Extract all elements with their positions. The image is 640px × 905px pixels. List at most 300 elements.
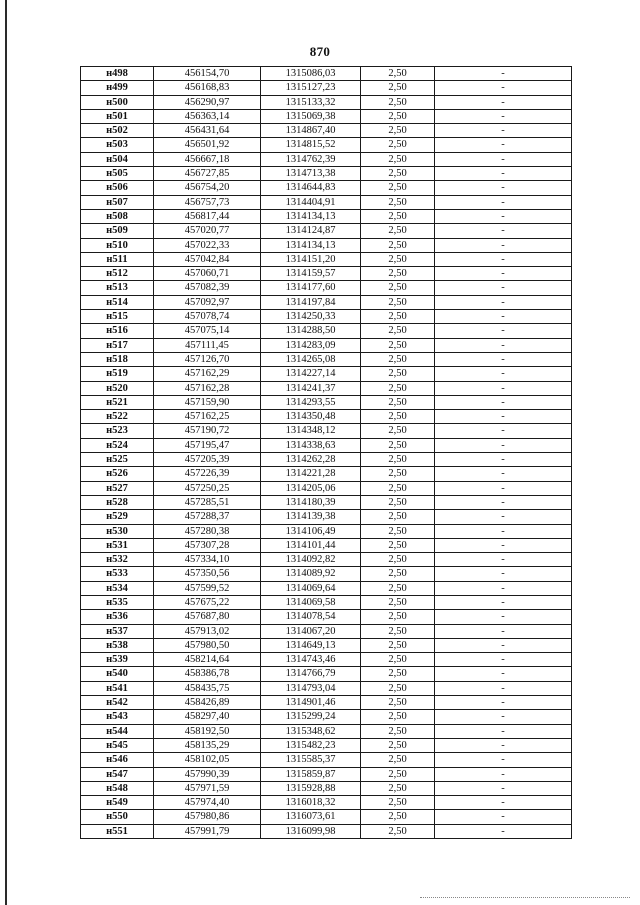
- value-cell: 2,50: [361, 67, 435, 81]
- value-cell: 2,50: [361, 138, 435, 152]
- value-cell: 2,50: [361, 267, 435, 281]
- point-id-cell: н506: [81, 181, 154, 195]
- x-coordinate-cell: 457159,90: [154, 395, 261, 409]
- y-coordinate-cell: 1315069,38: [261, 109, 361, 123]
- table-row: [81, 681, 572, 695]
- y-coordinate-cell: 1314151,20: [261, 252, 361, 266]
- x-coordinate-cell: 457980,50: [154, 638, 261, 652]
- y-coordinate-cell: 1315348,62: [261, 724, 361, 738]
- table-row: [81, 352, 572, 366]
- table-row: [81, 538, 572, 552]
- y-coordinate-cell: 1314644,83: [261, 181, 361, 195]
- table-row: [81, 209, 572, 223]
- table-row: [81, 824, 572, 838]
- point-id-cell: н526: [81, 467, 154, 481]
- point-id-cell: н500: [81, 95, 154, 109]
- table-row: [81, 595, 572, 609]
- note-cell: -: [435, 724, 572, 738]
- table-row: [81, 281, 572, 295]
- point-id-cell: н528: [81, 495, 154, 509]
- y-coordinate-cell: 1314134,13: [261, 238, 361, 252]
- note-cell: -: [435, 252, 572, 266]
- note-cell: -: [435, 510, 572, 524]
- value-cell: 2,50: [361, 238, 435, 252]
- note-cell: -: [435, 467, 572, 481]
- table-row: [81, 610, 572, 624]
- point-id-cell: н521: [81, 395, 154, 409]
- y-coordinate-cell: 1314134,13: [261, 209, 361, 223]
- x-coordinate-cell: 457980,86: [154, 810, 261, 824]
- value-cell: 2,50: [361, 610, 435, 624]
- table-row: [81, 267, 572, 281]
- table-row: [81, 495, 572, 509]
- x-coordinate-cell: 457280,38: [154, 524, 261, 538]
- note-cell: -: [435, 95, 572, 109]
- x-coordinate-cell: 457126,70: [154, 352, 261, 366]
- note-cell: -: [435, 181, 572, 195]
- note-cell: -: [435, 553, 572, 567]
- x-coordinate-cell: 457913,02: [154, 624, 261, 638]
- y-coordinate-cell: 1314901,46: [261, 696, 361, 710]
- y-coordinate-cell: 1314089,92: [261, 567, 361, 581]
- value-cell: 2,50: [361, 209, 435, 223]
- value-cell: 2,50: [361, 224, 435, 238]
- table-row: [81, 324, 572, 338]
- x-coordinate-cell: 457020,77: [154, 224, 261, 238]
- value-cell: 2,50: [361, 495, 435, 509]
- note-cell: -: [435, 338, 572, 352]
- y-coordinate-cell: 1314159,57: [261, 267, 361, 281]
- note-cell: -: [435, 124, 572, 138]
- table-row: [81, 95, 572, 109]
- y-coordinate-cell: 1315928,88: [261, 781, 361, 795]
- x-coordinate-cell: 457205,39: [154, 453, 261, 467]
- point-id-cell: н509: [81, 224, 154, 238]
- note-cell: -: [435, 595, 572, 609]
- value-cell: 2,50: [361, 753, 435, 767]
- note-cell: -: [435, 424, 572, 438]
- table-row: [81, 424, 572, 438]
- table-row: [81, 710, 572, 724]
- value-cell: 2,50: [361, 538, 435, 552]
- table-row: [81, 453, 572, 467]
- x-coordinate-cell: 457307,28: [154, 538, 261, 552]
- table-row: [81, 810, 572, 824]
- note-cell: -: [435, 167, 572, 181]
- value-cell: 2,50: [361, 167, 435, 181]
- x-coordinate-cell: 457250,25: [154, 481, 261, 495]
- value-cell: 2,50: [361, 724, 435, 738]
- y-coordinate-cell: 1314101,44: [261, 538, 361, 552]
- note-cell: -: [435, 367, 572, 381]
- table-row: [81, 481, 572, 495]
- y-coordinate-cell: 1314293,55: [261, 395, 361, 409]
- table-row: [81, 295, 572, 309]
- value-cell: 2,50: [361, 124, 435, 138]
- table-row: [81, 410, 572, 424]
- point-id-cell: н514: [81, 295, 154, 309]
- value-cell: 2,50: [361, 824, 435, 838]
- point-id-cell: н543: [81, 710, 154, 724]
- x-coordinate-cell: 457285,51: [154, 495, 261, 509]
- point-id-cell: н538: [81, 638, 154, 652]
- y-coordinate-cell: 1315585,37: [261, 753, 361, 767]
- table-row: [81, 310, 572, 324]
- point-id-cell: н549: [81, 796, 154, 810]
- y-coordinate-cell: 1314815,52: [261, 138, 361, 152]
- note-cell: -: [435, 381, 572, 395]
- y-coordinate-cell: 1314338,63: [261, 438, 361, 452]
- note-cell: -: [435, 624, 572, 638]
- x-coordinate-cell: 457162,28: [154, 381, 261, 395]
- point-id-cell: н525: [81, 453, 154, 467]
- table-row: [81, 567, 572, 581]
- table-row: [81, 152, 572, 166]
- point-id-cell: н533: [81, 567, 154, 581]
- point-id-cell: н524: [81, 438, 154, 452]
- point-id-cell: н502: [81, 124, 154, 138]
- note-cell: -: [435, 67, 572, 81]
- point-id-cell: н529: [81, 510, 154, 524]
- value-cell: 2,50: [361, 338, 435, 352]
- y-coordinate-cell: 1314106,49: [261, 524, 361, 538]
- x-coordinate-cell: 458192,50: [154, 724, 261, 738]
- x-coordinate-cell: 456168,83: [154, 81, 261, 95]
- x-coordinate-cell: 456667,18: [154, 152, 261, 166]
- note-cell: -: [435, 324, 572, 338]
- y-coordinate-cell: 1314867,40: [261, 124, 361, 138]
- note-cell: -: [435, 109, 572, 123]
- table-row: [81, 181, 572, 195]
- table-row: [81, 667, 572, 681]
- y-coordinate-cell: 1314713,38: [261, 167, 361, 181]
- x-coordinate-cell: 457190,72: [154, 424, 261, 438]
- page-left-edge: [5, 0, 7, 905]
- point-id-cell: н540: [81, 667, 154, 681]
- y-coordinate-cell: 1314227,14: [261, 367, 361, 381]
- table-row: [81, 581, 572, 595]
- y-coordinate-cell: 1314793,04: [261, 681, 361, 695]
- table-row: [81, 696, 572, 710]
- x-coordinate-cell: 457974,40: [154, 796, 261, 810]
- note-cell: -: [435, 195, 572, 209]
- y-coordinate-cell: 1314288,50: [261, 324, 361, 338]
- note-cell: -: [435, 753, 572, 767]
- point-id-cell: н537: [81, 624, 154, 638]
- x-coordinate-cell: 456757,73: [154, 195, 261, 209]
- point-id-cell: н541: [81, 681, 154, 695]
- y-coordinate-cell: 1314205,06: [261, 481, 361, 495]
- note-cell: -: [435, 796, 572, 810]
- note-cell: -: [435, 495, 572, 509]
- note-cell: -: [435, 810, 572, 824]
- table-row: [81, 138, 572, 152]
- note-cell: -: [435, 395, 572, 409]
- value-cell: 2,50: [361, 624, 435, 638]
- value-cell: 2,50: [361, 195, 435, 209]
- y-coordinate-cell: 1315482,23: [261, 738, 361, 752]
- value-cell: 2,50: [361, 810, 435, 824]
- y-coordinate-cell: 1314404,91: [261, 195, 361, 209]
- x-coordinate-cell: 456154,70: [154, 67, 261, 81]
- value-cell: 2,50: [361, 638, 435, 652]
- y-coordinate-cell: 1314069,64: [261, 581, 361, 595]
- point-id-cell: н517: [81, 338, 154, 352]
- point-id-cell: н510: [81, 238, 154, 252]
- table-row: [81, 624, 572, 638]
- x-coordinate-cell: 458102,05: [154, 753, 261, 767]
- x-coordinate-cell: 458214,64: [154, 653, 261, 667]
- table-row: [81, 124, 572, 138]
- note-cell: -: [435, 681, 572, 695]
- x-coordinate-cell: 457092,97: [154, 295, 261, 309]
- point-id-cell: н546: [81, 753, 154, 767]
- y-coordinate-cell: 1315086,03: [261, 67, 361, 81]
- y-coordinate-cell: 1314762,39: [261, 152, 361, 166]
- y-coordinate-cell: 1314262,28: [261, 453, 361, 467]
- x-coordinate-cell: 457971,59: [154, 781, 261, 795]
- x-coordinate-cell: 457687,80: [154, 610, 261, 624]
- y-coordinate-cell: 1314139,38: [261, 510, 361, 524]
- table-row: [81, 338, 572, 352]
- point-id-cell: н550: [81, 810, 154, 824]
- x-coordinate-cell: 456817,44: [154, 209, 261, 223]
- value-cell: 2,50: [361, 710, 435, 724]
- value-cell: 2,50: [361, 667, 435, 681]
- value-cell: 2,50: [361, 796, 435, 810]
- value-cell: 2,50: [361, 95, 435, 109]
- point-id-cell: н515: [81, 310, 154, 324]
- table-row: [81, 767, 572, 781]
- point-id-cell: н523: [81, 424, 154, 438]
- note-cell: -: [435, 281, 572, 295]
- x-coordinate-cell: 456727,85: [154, 167, 261, 181]
- note-cell: -: [435, 81, 572, 95]
- x-coordinate-cell: 457162,29: [154, 367, 261, 381]
- value-cell: 2,50: [361, 453, 435, 467]
- point-id-cell: н518: [81, 352, 154, 366]
- point-id-cell: н547: [81, 767, 154, 781]
- y-coordinate-cell: 1314092,82: [261, 553, 361, 567]
- value-cell: 2,50: [361, 424, 435, 438]
- table-row: [81, 109, 572, 123]
- point-id-cell: н530: [81, 524, 154, 538]
- note-cell: -: [435, 567, 572, 581]
- point-id-cell: н505: [81, 167, 154, 181]
- note-cell: -: [435, 738, 572, 752]
- note-cell: -: [435, 138, 572, 152]
- y-coordinate-cell: 1314221,28: [261, 467, 361, 481]
- y-coordinate-cell: 1314180,39: [261, 495, 361, 509]
- x-coordinate-cell: 457675,22: [154, 595, 261, 609]
- value-cell: 2,50: [361, 152, 435, 166]
- y-coordinate-cell: 1315127,23: [261, 81, 361, 95]
- point-id-cell: н522: [81, 410, 154, 424]
- point-id-cell: н534: [81, 581, 154, 595]
- y-coordinate-cell: 1316073,61: [261, 810, 361, 824]
- table-row: [81, 796, 572, 810]
- value-cell: 2,50: [361, 324, 435, 338]
- point-id-cell: н535: [81, 595, 154, 609]
- table-body: [81, 67, 572, 839]
- note-cell: -: [435, 696, 572, 710]
- x-coordinate-cell: 457111,45: [154, 338, 261, 352]
- y-coordinate-cell: 1315133,32: [261, 95, 361, 109]
- point-id-cell: н542: [81, 696, 154, 710]
- table-row: [81, 395, 572, 409]
- x-coordinate-cell: 458386,78: [154, 667, 261, 681]
- x-coordinate-cell: 457195,47: [154, 438, 261, 452]
- table-row: [81, 238, 572, 252]
- value-cell: 2,50: [361, 581, 435, 595]
- point-id-cell: н531: [81, 538, 154, 552]
- point-id-cell: н511: [81, 252, 154, 266]
- note-cell: -: [435, 352, 572, 366]
- value-cell: 2,50: [361, 410, 435, 424]
- y-coordinate-cell: 1314177,60: [261, 281, 361, 295]
- x-coordinate-cell: 457022,33: [154, 238, 261, 252]
- note-cell: -: [435, 453, 572, 467]
- y-coordinate-cell: 1314649,13: [261, 638, 361, 652]
- y-coordinate-cell: 1314350,48: [261, 410, 361, 424]
- note-cell: -: [435, 310, 572, 324]
- x-coordinate-cell: 457075,14: [154, 324, 261, 338]
- value-cell: 2,50: [361, 367, 435, 381]
- x-coordinate-cell: 456363,14: [154, 109, 261, 123]
- value-cell: 2,50: [361, 510, 435, 524]
- value-cell: 2,50: [361, 381, 435, 395]
- table-row: [81, 167, 572, 181]
- value-cell: 2,50: [361, 181, 435, 195]
- y-coordinate-cell: 1315299,24: [261, 710, 361, 724]
- x-coordinate-cell: 457334,10: [154, 553, 261, 567]
- table-row: [81, 438, 572, 452]
- y-coordinate-cell: 1314069,58: [261, 595, 361, 609]
- x-coordinate-cell: 457599,52: [154, 581, 261, 595]
- note-cell: -: [435, 224, 572, 238]
- y-coordinate-cell: 1314250,33: [261, 310, 361, 324]
- table-row: [81, 738, 572, 752]
- value-cell: 2,50: [361, 81, 435, 95]
- note-cell: -: [435, 667, 572, 681]
- table-row: [81, 252, 572, 266]
- x-coordinate-cell: 457288,37: [154, 510, 261, 524]
- page-number: 870: [309, 44, 331, 59]
- point-id-cell: н527: [81, 481, 154, 495]
- point-id-cell: н545: [81, 738, 154, 752]
- value-cell: 2,50: [361, 310, 435, 324]
- x-coordinate-cell: 457082,39: [154, 281, 261, 295]
- y-coordinate-cell: 1314348,12: [261, 424, 361, 438]
- note-cell: -: [435, 710, 572, 724]
- x-coordinate-cell: 458426,89: [154, 696, 261, 710]
- note-cell: -: [435, 610, 572, 624]
- point-id-cell: н519: [81, 367, 154, 381]
- point-id-cell: н539: [81, 653, 154, 667]
- x-coordinate-cell: 456754,20: [154, 181, 261, 195]
- x-coordinate-cell: 456290,97: [154, 95, 261, 109]
- value-cell: 2,50: [361, 395, 435, 409]
- x-coordinate-cell: 458297,40: [154, 710, 261, 724]
- value-cell: 2,50: [361, 567, 435, 581]
- note-cell: -: [435, 653, 572, 667]
- note-cell: -: [435, 781, 572, 795]
- point-id-cell: н499: [81, 81, 154, 95]
- table-row: [81, 653, 572, 667]
- table-row: [81, 367, 572, 381]
- point-id-cell: н508: [81, 209, 154, 223]
- note-cell: -: [435, 438, 572, 452]
- x-coordinate-cell: 457350,56: [154, 567, 261, 581]
- value-cell: 2,50: [361, 467, 435, 481]
- note-cell: -: [435, 152, 572, 166]
- y-coordinate-cell: 1314124,87: [261, 224, 361, 238]
- value-cell: 2,50: [361, 481, 435, 495]
- point-id-cell: н520: [81, 381, 154, 395]
- table-row: [81, 553, 572, 567]
- note-cell: -: [435, 824, 572, 838]
- table-row: [81, 638, 572, 652]
- value-cell: 2,50: [361, 109, 435, 123]
- bottom-dotted-rule: [420, 897, 630, 899]
- table-row: [81, 224, 572, 238]
- table-row: [81, 781, 572, 795]
- table-row: [81, 381, 572, 395]
- y-coordinate-cell: 1314241,37: [261, 381, 361, 395]
- table-row: [81, 724, 572, 738]
- coordinates-table: [80, 66, 572, 839]
- table-row: [81, 81, 572, 95]
- y-coordinate-cell: 1314197,84: [261, 295, 361, 309]
- value-cell: 2,50: [361, 653, 435, 667]
- x-coordinate-cell: 457042,84: [154, 252, 261, 266]
- note-cell: -: [435, 581, 572, 595]
- x-coordinate-cell: 456501,92: [154, 138, 261, 152]
- value-cell: 2,50: [361, 767, 435, 781]
- point-id-cell: н532: [81, 553, 154, 567]
- point-id-cell: н536: [81, 610, 154, 624]
- point-id-cell: н507: [81, 195, 154, 209]
- table-row: [81, 753, 572, 767]
- note-cell: -: [435, 767, 572, 781]
- value-cell: 2,50: [361, 595, 435, 609]
- value-cell: 2,50: [361, 681, 435, 695]
- y-coordinate-cell: 1314766,79: [261, 667, 361, 681]
- point-id-cell: н516: [81, 324, 154, 338]
- x-coordinate-cell: 457991,79: [154, 824, 261, 838]
- y-coordinate-cell: 1314283,09: [261, 338, 361, 352]
- note-cell: -: [435, 481, 572, 495]
- note-cell: -: [435, 238, 572, 252]
- note-cell: -: [435, 295, 572, 309]
- y-coordinate-cell: 1314067,20: [261, 624, 361, 638]
- table-row: [81, 467, 572, 481]
- table-row: [81, 524, 572, 538]
- note-cell: -: [435, 524, 572, 538]
- y-coordinate-cell: 1314265,08: [261, 352, 361, 366]
- point-id-cell: н498: [81, 67, 154, 81]
- point-id-cell: н512: [81, 267, 154, 281]
- x-coordinate-cell: 458135,29: [154, 738, 261, 752]
- note-cell: -: [435, 209, 572, 223]
- value-cell: 2,50: [361, 295, 435, 309]
- point-id-cell: н513: [81, 281, 154, 295]
- value-cell: 2,50: [361, 738, 435, 752]
- value-cell: 2,50: [361, 696, 435, 710]
- point-id-cell: н501: [81, 109, 154, 123]
- note-cell: -: [435, 538, 572, 552]
- point-id-cell: н544: [81, 724, 154, 738]
